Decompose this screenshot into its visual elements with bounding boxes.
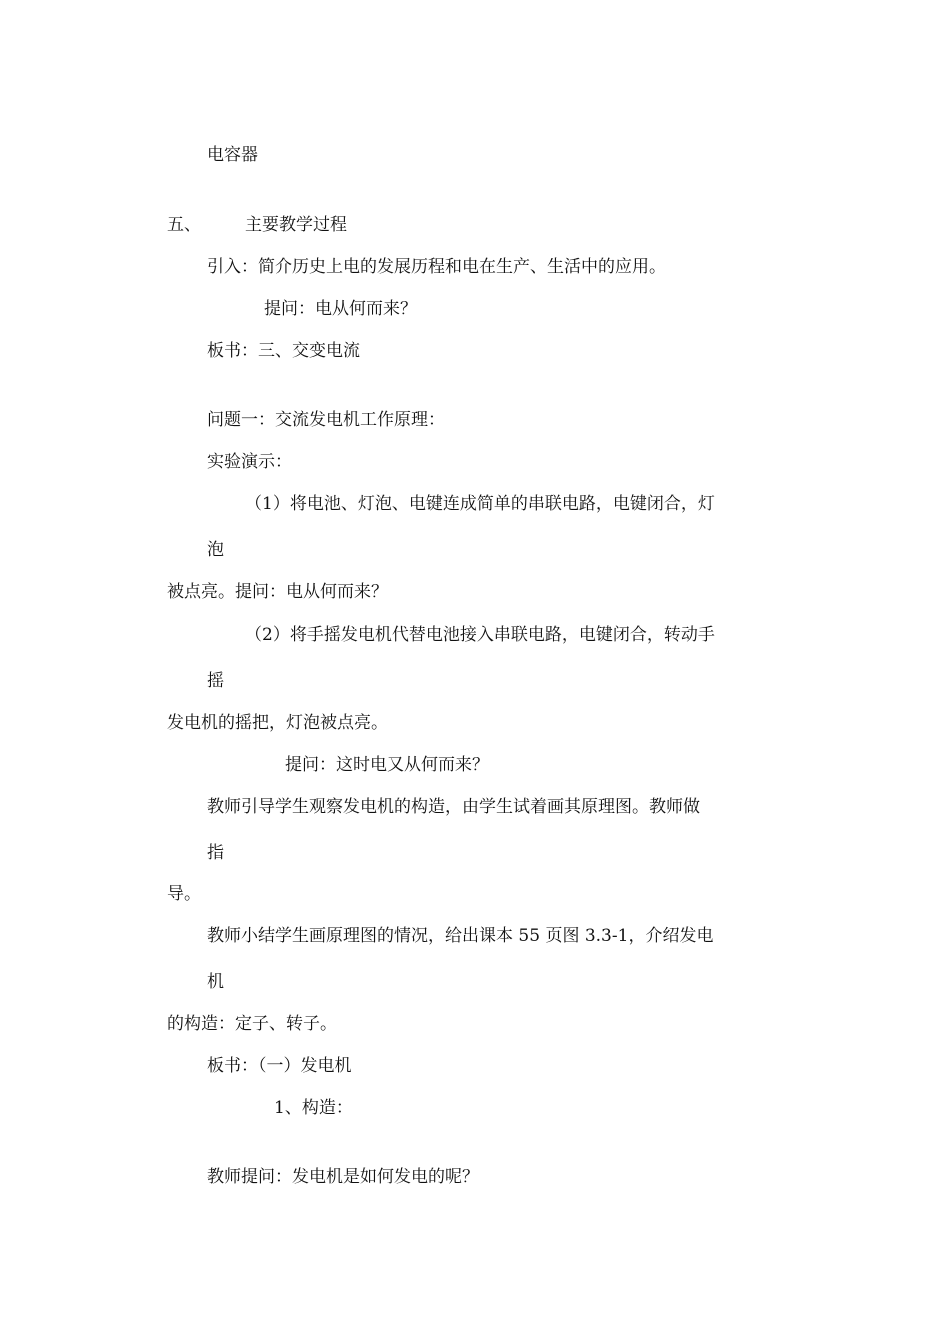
text-line: 指 bbox=[207, 843, 224, 863]
text-line: 板书：（一）发电机 bbox=[207, 1056, 352, 1076]
text-line: 导。 bbox=[167, 884, 201, 904]
text-line: （2）将手摇发电机代替电池接入串联电路，电键闭合，转动手 bbox=[245, 625, 715, 645]
text-line: 泡 bbox=[207, 540, 224, 560]
text-line: 电容器 bbox=[207, 145, 258, 165]
text-line: 板书：三、交变电流 bbox=[207, 341, 360, 361]
text-line: 发电机的摇把，灯泡被点亮。 bbox=[167, 713, 388, 733]
text-line: 被点亮。提问：电从何而来？ bbox=[167, 582, 388, 602]
text-line: 教师小结学生画原理图的情况，给出课本 55 页图 3.3-1，介绍发电 bbox=[207, 926, 714, 946]
text-line: 1、构造： bbox=[274, 1098, 353, 1118]
text-line: 教师引导学生观察发电机的构造，由学生试着画其原理图。教师做 bbox=[207, 797, 700, 817]
text-line: 引入：简介历史上电的发展历程和电在生产、生活中的应用。 bbox=[207, 257, 666, 277]
text-line: 的构造：定子、转子。 bbox=[167, 1014, 337, 1034]
text-line: 提问：这时电又从何而来？ bbox=[285, 755, 489, 775]
text-line: 问题一：交流发电机工作原理： bbox=[207, 410, 445, 430]
text-line: 教师提问：发电机是如何发电的呢？ bbox=[207, 1167, 479, 1187]
section-number: 五、 bbox=[167, 215, 201, 235]
text-line: （1）将电池、灯泡、电键连成简单的串联电路，电键闭合，灯 bbox=[245, 494, 715, 514]
text-line: 摇 bbox=[207, 671, 224, 691]
text-line: 提问：电从何而来？ bbox=[264, 299, 417, 319]
section-heading: 主要教学过程 bbox=[245, 215, 347, 235]
text-line: 机 bbox=[207, 972, 224, 992]
text-line: 实验演示： bbox=[207, 452, 292, 472]
